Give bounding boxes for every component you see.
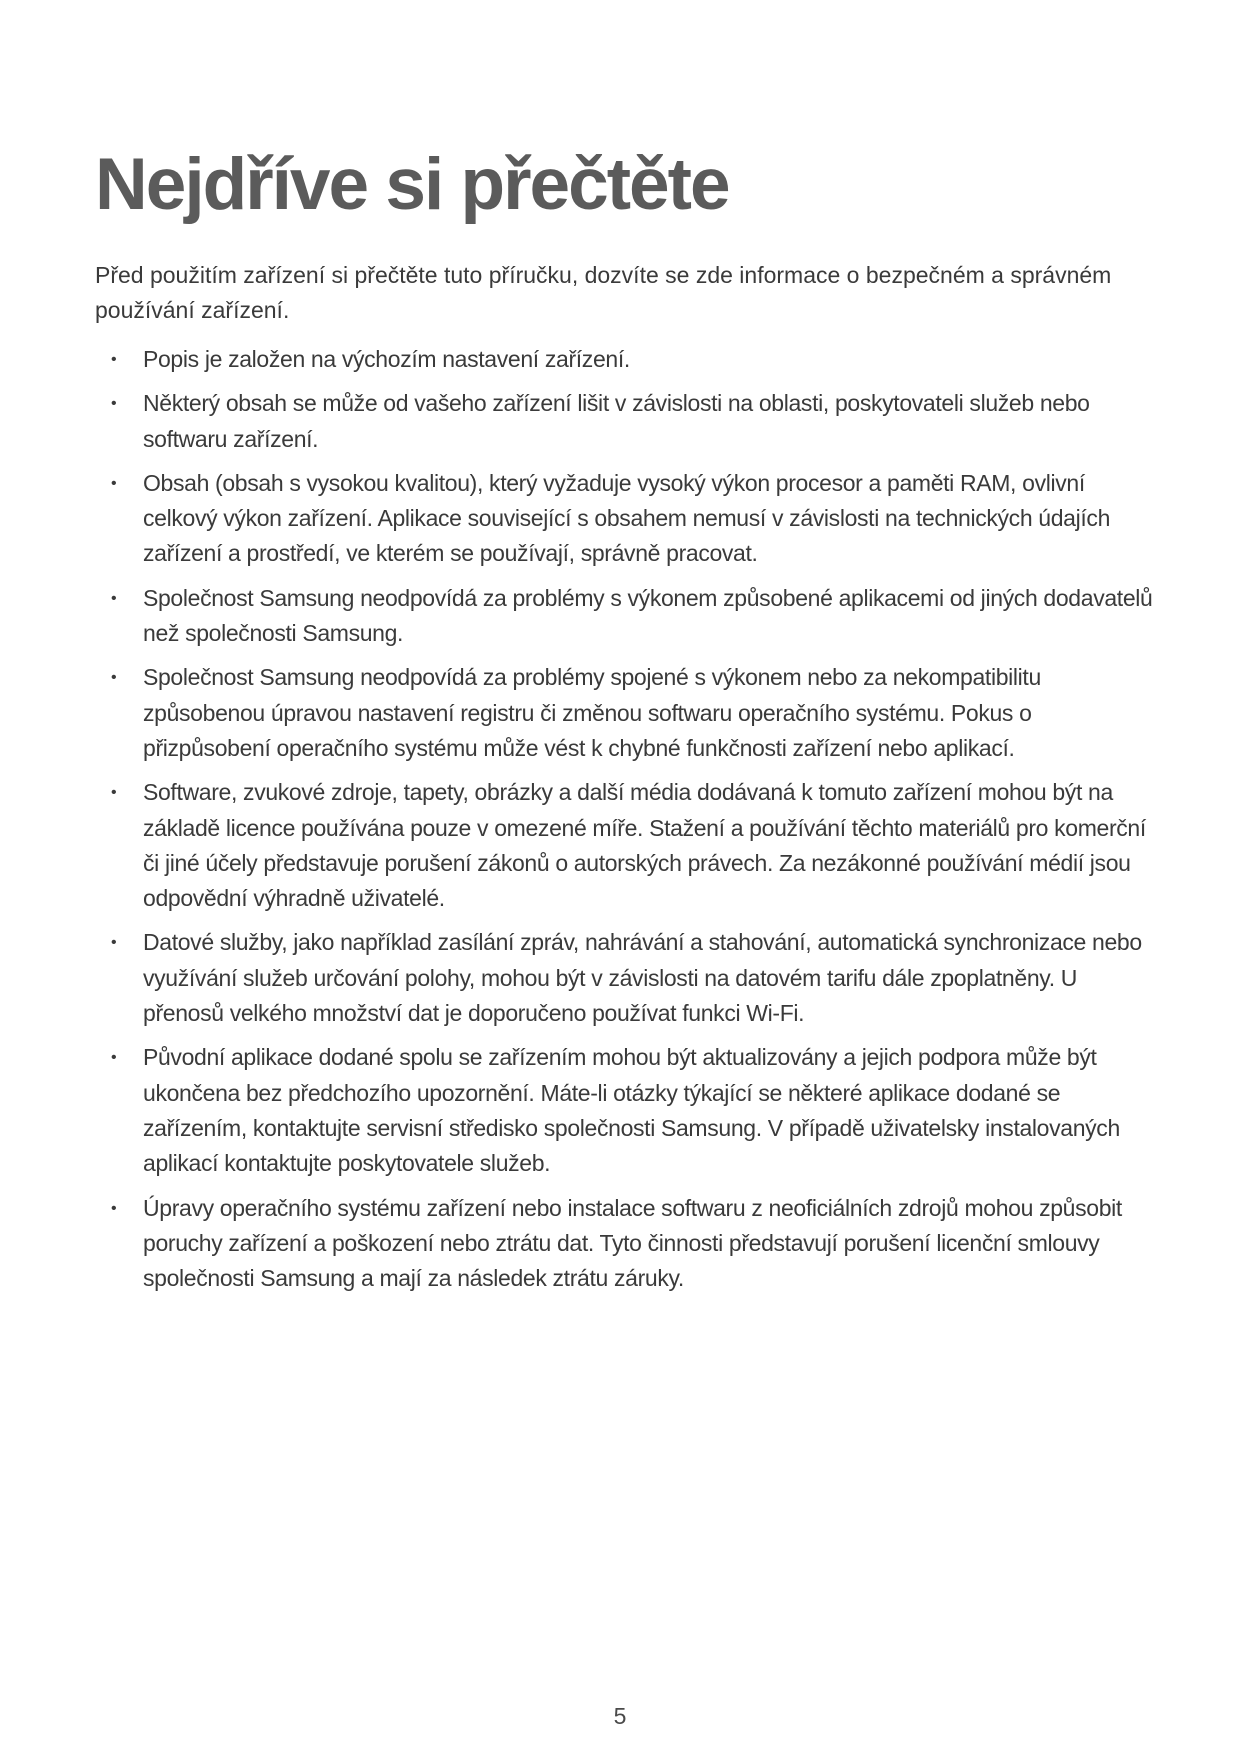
list-item-text: Obsah (obsah s vysokou kvalitou), který vyžaduje vysoký výkon procesor a paměti RAM, ovlivní celkový výkon zařízení. Aplikace související s obsahem nemusí v závislosti na technických údajích zařízení a prostředí, ve kterém se používají, správně pracovat. (143, 469, 1111, 567)
intro-paragraph: Před použitím zařízení si přečtěte tuto příručku, dozvíte se zde informace o bezpečném a správném používání zařízení. (95, 262, 1112, 323)
list-item (95, 466, 1155, 572)
bullet-icon: • (111, 1199, 117, 1217)
list-item-text: Popis je založen na výchozím nastavení zařízení. (143, 346, 630, 372)
list-item (95, 660, 1155, 766)
bullet-icon: • (111, 395, 117, 413)
bullet-icon: • (111, 934, 117, 952)
list-item-text: Některý obsah se může od vašeho zařízení lišit v závislosti na oblasti, poskytovateli služeb nebo softwaru zařízení. (143, 390, 1090, 452)
bullet-icon: • (111, 669, 117, 687)
list-item (95, 1191, 1155, 1297)
bullet-list (95, 342, 1155, 1305)
bullet-icon: • (111, 351, 117, 368)
list-item-text: Společnost Samsung neodpovídá za problémy spojené s výkonem nebo za nekompatibilitu způsobenou úpravou nastavení registru či změnou softwaru operačního systému. Pokus o přizpůsobení operačního systému může vést k chybné funkčnosti zařízení nebo aplikací. (143, 664, 1041, 761)
page-number: 5 (613, 1703, 627, 1729)
bullet-icon: • (111, 784, 117, 802)
list-item-text: Software, zvukové zdroje, tapety, obrázky a další média dodávaná k tomuto zařízení mohou být na základě licence používána pouze v omezené míře. Stažení a používání těchto materiálů pro komerční či jiné účely představuje porušení zákonů o autorských právech. Za nezákonné používání médií jsou odpovědní výhradně uživatelé. (143, 779, 1146, 912)
list-item (95, 581, 1155, 652)
list-item (95, 775, 1155, 916)
list-item-text: Úpravy operačního systému zařízení nebo instalace softwaru z neoficiálních zdrojů mohou způsobit poruchy zařízení a poškození nebo ztrátu dat. Tyto činnosti představují porušení licenční smlouvy společnosti Samsung a mají za následek ztrátu záruky. (143, 1194, 1122, 1292)
bullet-icon: • (111, 474, 117, 492)
list-item-text: Původní aplikace dodané spolu se zařízením mohou být aktualizovány a jejich podpora může být ukončena bez předchozího upozornění. Máte-li otázky týkající se některé aplikace dodané se zařízením, kontaktujte servisní středisko společnosti Samsung. V případě uživatelsky instalovaných aplikací kontaktujte poskytovatele služeb. (143, 1044, 1120, 1177)
list-item-text: Datové služby, jako například zasílání zpráv, nahrávání a stahování, automatická synchronizace nebo využívání služeb určování polohy, mohou být v závislosti na datovém tarifu dále zpoplatněny. U přenosů velkého množství dat je doporučeno používat funkci Wi-Fi. (143, 929, 1142, 1027)
bullet-icon: • (111, 1049, 117, 1067)
list-item (95, 1040, 1155, 1181)
document-page (95, 0, 1155, 1754)
page-title: Nejdříve si přečtěte (95, 144, 729, 225)
list-item (95, 925, 1155, 1031)
bullet-icon: • (111, 589, 117, 607)
list-item (95, 342, 1155, 377)
list-item (95, 386, 1155, 457)
list-item-text: Společnost Samsung neodpovídá za problémy s výkonem způsobené aplikacemi od jiných dodavatelů než společnosti Samsung. (143, 584, 1153, 647)
